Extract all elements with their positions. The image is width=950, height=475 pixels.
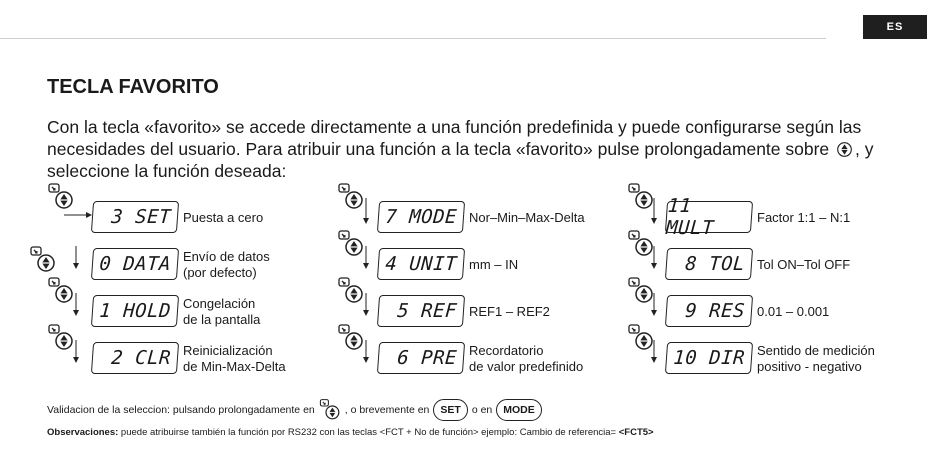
favorite-key-icon bbox=[626, 276, 656, 306]
function-row bbox=[630, 339, 920, 377]
function-description: Nor–Min–Max-Delta bbox=[469, 210, 585, 225]
function-column-3 bbox=[630, 195, 920, 374]
intro-text-before: Con la tecla «favorito» se accede directamente a una función predefinida y puede configurarse según las necesidades del usuario. Para atribuir una función a la tecla «favorito» pulse prolongadamente sobre bbox=[47, 117, 862, 159]
function-description: 0.01 – 0.001 bbox=[757, 304, 830, 319]
intro-paragraph bbox=[47, 116, 887, 182]
favorite-key-icon bbox=[336, 276, 366, 306]
favorite-key-icon bbox=[46, 323, 76, 353]
function-description: Congelación de la pantalla bbox=[183, 296, 261, 327]
validation-note bbox=[47, 398, 546, 422]
lcd-display: 9 RES bbox=[665, 295, 753, 327]
lcd-display: 0 DATA bbox=[91, 248, 179, 280]
observations-text: puede atribuirse también la función por RS232 con las teclas <FCT + No de función> ejemplo: Cambio de referencia= bbox=[118, 427, 619, 438]
favorite-key-icon bbox=[626, 182, 656, 212]
top-rule bbox=[0, 38, 826, 39]
lcd-display: 2 CLR bbox=[91, 342, 179, 374]
validation-text-or: o en bbox=[471, 404, 493, 416]
lcd-display: 8 TOL bbox=[665, 248, 753, 280]
favorite-key-icon bbox=[336, 182, 366, 212]
function-row bbox=[630, 195, 920, 239]
function-column-2 bbox=[336, 198, 626, 374]
function-description: Puesta a cero bbox=[183, 210, 264, 225]
favorite-key-icon bbox=[46, 276, 76, 306]
observations-note bbox=[47, 427, 654, 438]
favorite-key-icon bbox=[317, 398, 343, 422]
lcd-display: 5 REF bbox=[377, 295, 465, 327]
function-description: REF1 – REF2 bbox=[469, 304, 550, 319]
function-row bbox=[630, 292, 920, 330]
function-row bbox=[28, 198, 318, 236]
function-description: mm – IN bbox=[469, 257, 519, 272]
intro-text-after: , y seleccione la función deseada: bbox=[47, 139, 874, 181]
favorite-key-icon bbox=[626, 323, 656, 353]
function-row bbox=[336, 245, 626, 283]
function-description: Tol ON–Tol OFF bbox=[757, 257, 851, 272]
function-description: Recordatorio de valor predefinido bbox=[469, 343, 584, 374]
function-description: Reinicialización de Min-Max-Delta bbox=[183, 343, 286, 374]
function-description: Factor 1:1 – N:1 bbox=[757, 210, 851, 225]
favorite-key-icon bbox=[28, 245, 58, 275]
mode-key-badge: MODE bbox=[496, 399, 542, 421]
set-key-badge: SET bbox=[433, 399, 467, 421]
language-badge: ES bbox=[863, 15, 927, 39]
validation-text-mid: , o brevemente en bbox=[344, 404, 430, 416]
favorite-key-icon bbox=[836, 141, 853, 158]
observations-label: Observaciones: bbox=[47, 427, 119, 438]
function-column-1 bbox=[28, 198, 318, 374]
lcd-display: 6 PRE bbox=[377, 342, 465, 374]
lcd-display: 1 HOLD bbox=[91, 295, 179, 327]
page-title: TECLA FAVORITO bbox=[47, 76, 219, 98]
lcd-display: 4 UNIT bbox=[377, 248, 465, 280]
function-description: Sentido de medición positivo - negativo bbox=[757, 343, 875, 374]
function-row bbox=[630, 245, 920, 283]
function-description: Envío de datos (por defecto) bbox=[183, 249, 270, 280]
function-row bbox=[28, 339, 318, 377]
function-row bbox=[336, 198, 626, 236]
lcd-display: 11 MULT bbox=[665, 201, 753, 233]
function-row bbox=[336, 339, 626, 377]
validation-text-before: Validacion de la seleccion: pulsando prolongadamente en bbox=[47, 404, 315, 416]
function-row bbox=[336, 292, 626, 330]
lcd-display: 3 SET bbox=[91, 201, 179, 233]
favorite-key-icon bbox=[336, 323, 366, 353]
favorite-key-icon bbox=[46, 182, 76, 212]
lcd-display: 10 DIR bbox=[665, 342, 753, 374]
lcd-display: 7 MODE bbox=[377, 201, 465, 233]
observations-example: <FCT5> bbox=[618, 427, 654, 438]
